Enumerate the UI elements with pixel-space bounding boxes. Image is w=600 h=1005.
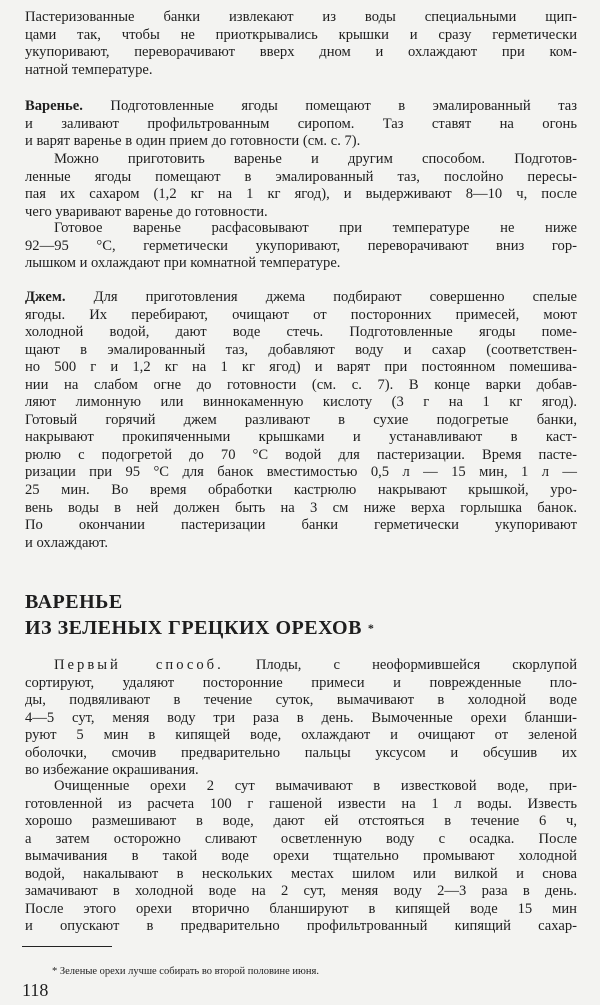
- text-line: [25, 116, 577, 134]
- text-line: [25, 848, 577, 866]
- line-text: ягоды. Их перебирают, очищают от посторонних примесей, моют: [25, 306, 577, 323]
- line-text: ризации при 95 °С для банок вместимостью 0,5 л — 15 мин, 1 л —: [25, 464, 577, 481]
- line-text: Для приготовления джема подбирают совершенно спелые: [65, 289, 577, 305]
- text-line: [25, 482, 577, 500]
- footnote-divider: [22, 946, 112, 947]
- text-line: [25, 44, 577, 62]
- paragraph-lead: Джем.: [25, 289, 66, 305]
- line-text: 92—95 °С, герметически укупоривают, переворачивают вниз гор-: [25, 237, 577, 254]
- text-line: [25, 883, 577, 901]
- paragraph-varenye-alt: [25, 151, 577, 221]
- line-text: хорошо размешивают в воде, дают ей отстояться в течение 6 ч,: [25, 813, 577, 830]
- text-line: [25, 133, 577, 151]
- line-text: Очищенные орехи 2 сут вымачивают в известковой воде, при-: [54, 778, 577, 794]
- paragraph-lead: Варенье.: [25, 98, 83, 114]
- text-line: [25, 500, 577, 518]
- line-text: и заливают профильтрованным сиропом. Таз ставят на огонь: [25, 115, 577, 132]
- text-line: [25, 918, 577, 936]
- heading-line-1: ВАРЕНЬЕ: [25, 591, 123, 613]
- text-line: [25, 796, 577, 814]
- paragraph-pasteurization: [25, 9, 577, 79]
- line-text: лышком и охлаждают при комнатной температуре.: [25, 255, 341, 272]
- text-line: [25, 727, 577, 745]
- text-line: [25, 535, 577, 553]
- line-text: во избежание окрашивания.: [25, 762, 199, 779]
- text-line: [25, 675, 577, 693]
- line-text: водой, накалывают в нескольких местах шилом или вилкой и снова: [25, 865, 577, 882]
- line-text: вымачивания в такой воде орехи тщательно промывают холодной: [25, 848, 577, 865]
- text-line: [25, 307, 577, 325]
- line-text: Готовое варенье расфасовывают при температуре не ниже: [54, 220, 577, 236]
- line-text: ды, подвяливают в течение суток, вымачивают в холодной воде: [25, 692, 577, 709]
- line-text: натной температуре.: [25, 61, 153, 78]
- line-text: щают в эмалированный таз, добавляют воду и сахар (соответствен-: [25, 341, 577, 358]
- text-line: [25, 412, 577, 430]
- line-text: сортируют, удаляют посторонние примеси и поврежденные пло-: [25, 674, 577, 691]
- text-line: [25, 710, 577, 728]
- line-text: накрывают прокипяченными крышками и устанавливают в каст-: [25, 429, 577, 446]
- text-line: [25, 238, 577, 256]
- line-text: руют 5 мин в кипящей воде, охлаждают и очищают от зеленой: [25, 727, 577, 744]
- section-heading: [25, 589, 374, 641]
- paragraph-jam: [25, 289, 577, 552]
- line-text: вень воды в ней должен быть на 3 см ниже верха горлышка банок.: [25, 499, 577, 516]
- text-line: [25, 394, 577, 412]
- text-line: [25, 342, 577, 360]
- text-line: [25, 324, 577, 342]
- line-text: После этого орехи вторично бланшируют в кипящей воде 15 мин: [25, 900, 577, 917]
- text-line: [25, 517, 577, 535]
- text-line: [25, 866, 577, 884]
- text-line: [25, 186, 577, 204]
- line-text: Готовый горячий джем разливают в сухие подогретые банки,: [25, 411, 577, 428]
- text-line: [25, 377, 577, 395]
- text-line: [25, 98, 577, 116]
- line-text: ленные ягоды помещают в эмалированный таз, послойно пересы-: [25, 168, 577, 185]
- line-text: готовленной из расчета 100 г гашеной извести на 1 л воды. Известь: [25, 795, 577, 812]
- line-text: пая их сахаром (1,2 кг на 1 кг ягод), и выдерживают 8—10 ч, после: [25, 186, 577, 203]
- line-text: холодной водой, дают воде стечь. Подготовленные ягоды поме-: [25, 324, 577, 341]
- line-text: и охлаждают.: [25, 534, 109, 551]
- text-line: [25, 447, 577, 465]
- line-text: и варят варенье в один прием до готовности (см. с. 7).: [25, 133, 361, 150]
- text-line: [25, 27, 577, 45]
- line-text: Подготовленные ягоды помещают в эмалированный таз: [82, 98, 577, 114]
- text-line: [25, 901, 577, 919]
- text-line: [25, 220, 577, 238]
- text-line: [25, 813, 577, 831]
- paragraph-walnut-method-1: [25, 657, 577, 780]
- text-line: [25, 289, 577, 307]
- text-line: [25, 778, 577, 796]
- text-line: [25, 464, 577, 482]
- line-text: Пастеризованные банки извлекают из воды специальными щип-: [25, 9, 577, 25]
- text-line: [25, 429, 577, 447]
- line-text: замачивают в холодной воде на 2 сут, меняя воду 2—3 раза в день.: [25, 883, 577, 900]
- text-line: [25, 9, 577, 27]
- page-number: 118: [22, 980, 49, 1000]
- line-text: Плоды, с неоформившейся скорлупой: [223, 657, 578, 673]
- text-line: [25, 657, 577, 675]
- line-text: чего уваривают варенье до готовности.: [25, 203, 268, 220]
- line-text: оболочки, смочив предварительно пальцы уксусом и обсушив их: [25, 744, 577, 761]
- line-text: По окончании пастеризации банки герметически укупоривают: [25, 517, 577, 534]
- text-line: [25, 62, 577, 80]
- text-line: [25, 745, 577, 763]
- text-line: [25, 151, 577, 169]
- footnote-marker: *: [367, 621, 375, 635]
- text-line: [25, 359, 577, 377]
- line-text: и опускают в предварительно профильтрованный кипящий сахар-: [25, 918, 577, 935]
- paragraph-varenye-packing: [25, 220, 577, 273]
- footnote: * Зеленые орехи лучше собирать во второй половине июня.: [52, 966, 319, 977]
- paragraph-lead: Первый способ.: [54, 657, 224, 673]
- text-line: [25, 255, 577, 273]
- line-text: 4—5 сут, меняя воду три раза в день. Вымоченные орехи бланши-: [25, 709, 577, 726]
- line-text: цами так, чтобы не приоткрывались крышки и сразу герметически: [25, 26, 577, 43]
- line-text: нии на слабом огне до готовности (см. с. 7). В конце варки добав-: [25, 376, 577, 393]
- paragraph-varenye: [25, 98, 577, 151]
- heading-line-2: ИЗ ЗЕЛЕНЫХ ГРЕЦКИХ ОРЕХОВ: [25, 617, 362, 639]
- line-text: 25 мин. Во время обработки кастрюлю накрывают крышкой, уро-: [25, 482, 577, 499]
- text-line: [25, 831, 577, 849]
- text-line: [25, 169, 577, 187]
- line-text: рюлю с подогретой до 70 °С водой для пастеризации. Время пасте-: [25, 446, 577, 463]
- line-text: но 500 г и 1,2 кг на 1 кг ягод) и варят при постоянном помешива-: [25, 359, 577, 376]
- line-text: укупоривают, переворачивают вверх дном и охлаждают при ком-: [25, 44, 577, 61]
- paragraph-walnut-soaking: [25, 778, 577, 936]
- line-text: Можно приготовить варенье и другим способом. Подготов-: [54, 151, 577, 167]
- line-text: ляют лимонную или виннокаменную кислоту (3 г на 1 кг ягод).: [25, 394, 577, 411]
- text-line: [25, 692, 577, 710]
- line-text: а затем осторожно сливают осветленную воду с осадка. После: [25, 830, 577, 847]
- text-line: [25, 204, 577, 222]
